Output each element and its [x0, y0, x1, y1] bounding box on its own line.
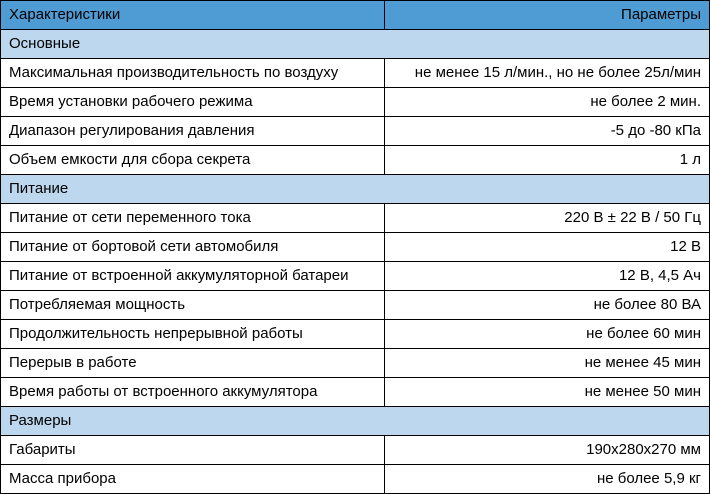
row-name: Время работы от встроенного аккумулятора: [1, 378, 385, 407]
table-row: [1, 465, 710, 494]
row-value: 12 В: [385, 233, 710, 262]
row-name: Масса прибора: [1, 465, 385, 494]
row-value: не менее 15 л/мин., но не более 25л/мин: [385, 59, 710, 88]
section-title: Питание: [1, 175, 710, 204]
row-name: Продолжительность непрерывной работы: [1, 320, 385, 349]
row-name: Габариты: [1, 436, 385, 465]
table-row: [1, 291, 710, 320]
table-row: [1, 59, 710, 88]
section-row-dimensions: [1, 407, 710, 436]
table-row: [1, 88, 710, 117]
row-name: Потребляемая мощность: [1, 291, 385, 320]
table-row: [1, 204, 710, 233]
header-parameters: Параметры: [385, 1, 710, 30]
row-value: не менее 45 мин: [385, 349, 710, 378]
row-value: 220 В ± 22 В / 50 Гц: [385, 204, 710, 233]
row-name: Питание от бортовой сети автомобиля: [1, 233, 385, 262]
row-value: не более 2 мин.: [385, 88, 710, 117]
row-value: 190х280х270 мм: [385, 436, 710, 465]
row-value: 1 л: [385, 146, 710, 175]
row-name: Питание от встроенной аккумуляторной батареи: [1, 262, 385, 291]
table-row: [1, 349, 710, 378]
row-value: -5 до -80 кПа: [385, 117, 710, 146]
row-name: Питание от сети переменного тока: [1, 204, 385, 233]
table-row: [1, 378, 710, 407]
row-value: не менее 50 мин: [385, 378, 710, 407]
row-value: 12 В, 4,5 Ач: [385, 262, 710, 291]
row-value: не более 80 ВА: [385, 291, 710, 320]
row-name: Максимальная производительность по воздуху: [1, 59, 385, 88]
header-characteristics: Характеристики: [1, 1, 385, 30]
table-row: [1, 320, 710, 349]
section-row-main: [1, 30, 710, 59]
section-title: Основные: [1, 30, 710, 59]
row-name: Объем емкости для сбора секрета: [1, 146, 385, 175]
table-row: [1, 262, 710, 291]
table-row: [1, 233, 710, 262]
row-name: Время установки рабочего режима: [1, 88, 385, 117]
table-header-row: [1, 1, 710, 30]
row-name: Перерыв в работе: [1, 349, 385, 378]
table-row: [1, 146, 710, 175]
section-title: Размеры: [1, 407, 710, 436]
table-row: [1, 117, 710, 146]
table-row: [1, 436, 710, 465]
section-row-power: [1, 175, 710, 204]
row-value: не более 5,9 кг: [385, 465, 710, 494]
row-value: не более 60 мин: [385, 320, 710, 349]
row-name: Диапазон регулирования давления: [1, 117, 385, 146]
